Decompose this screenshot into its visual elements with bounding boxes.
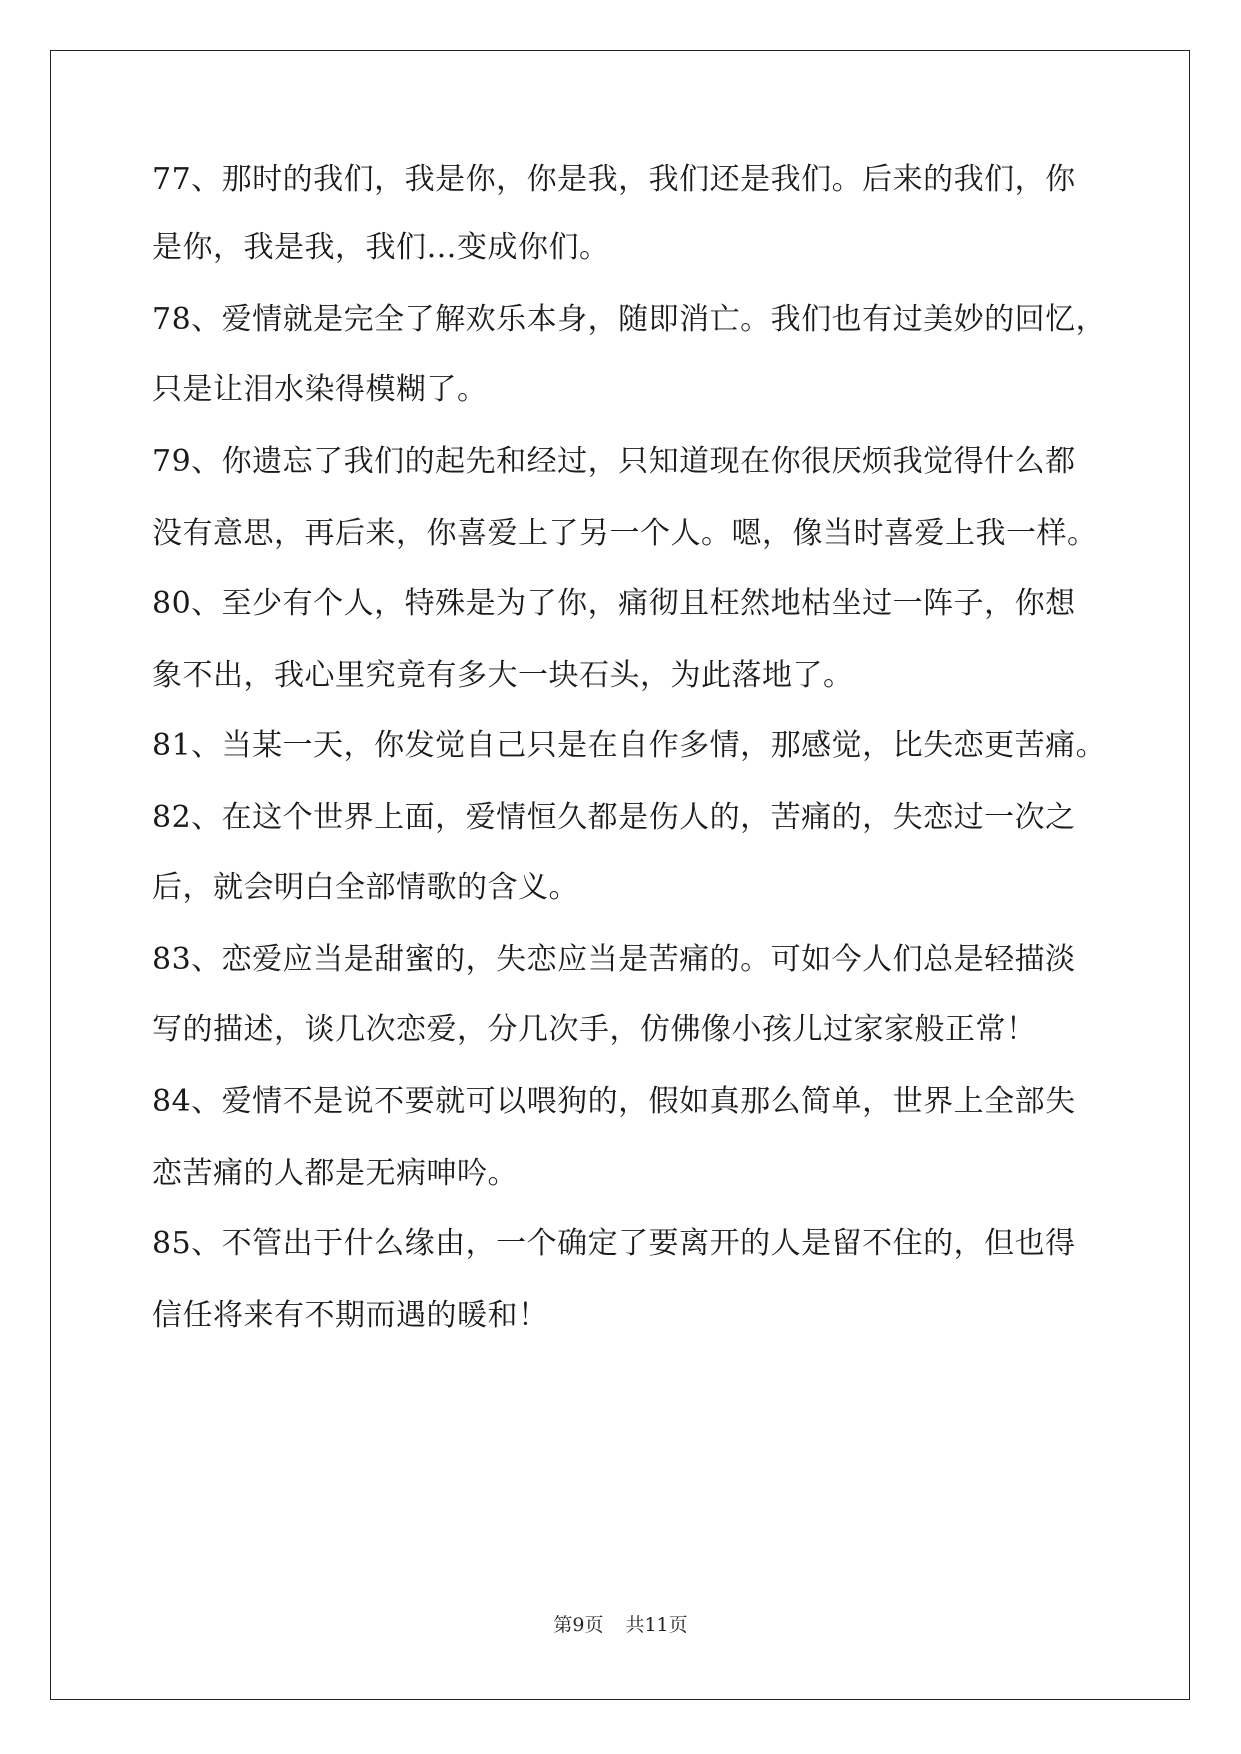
text-line: 77、那时的我们，我是你，你是我，我们还是我们。后来的我们，你 bbox=[152, 162, 1076, 197]
text-line: 84、爱情不是说不要就可以喂狗的，假如真那么简单，世界上全部失 bbox=[152, 1084, 1076, 1119]
text-line: 80、至少有个人，特殊是为了你，痛彻且枉然地枯坐过一阵子，你想 bbox=[152, 586, 1076, 621]
text-line: 83、恋爱应当是甜蜜的，失恋应当是苦痛的。可如今人们总是轻描淡 bbox=[152, 942, 1076, 977]
text-line: 85、不管出于什么缘由，一个确定了要离开的人是留不住的，但也得 bbox=[152, 1226, 1076, 1261]
text-line: 79、你遗忘了我们的起先和经过，只知道现在你很厌烦我觉得什么都 bbox=[152, 444, 1076, 479]
text-line: 象不出，我心里究竟有多大一块石头，为此落地了。 bbox=[152, 658, 854, 693]
page-number-current: 第9页 bbox=[553, 1614, 604, 1636]
text-line: 信任将来有不期而遇的暖和！ bbox=[152, 1298, 549, 1333]
text-line: 写的描述，谈几次恋爱，分几次手，仿佛像小孩儿过家家般正常！ bbox=[152, 1012, 1037, 1047]
text-line: 82、在这个世界上面，爱情恒久都是伤人的，苦痛的，失恋过一次之 bbox=[152, 800, 1076, 835]
text-line: 后，就会明白全部情歌的含义。 bbox=[152, 870, 579, 905]
text-line: 没有意思，再后来，你喜爱上了另一个人。嗯，像当时喜爱上我一样。 bbox=[152, 516, 1098, 551]
text-line: 78、爱情就是完全了解欢乐本身，随即消亡。我们也有过美妙的回忆， bbox=[152, 302, 1107, 337]
text-line: 恋苦痛的人都是无病呻吟。 bbox=[152, 1156, 518, 1191]
text-line: 只是让泪水染得模糊了。 bbox=[152, 372, 488, 407]
page-footer bbox=[0, 1610, 1241, 1637]
page-number-total: 共11页 bbox=[625, 1614, 688, 1636]
text-line: 81、当某一天，你发觉自己只是在自作多情，那感觉，比失恋更苦痛。 bbox=[152, 728, 1107, 763]
text-line: 是你，我是我，我们…变成你们。 bbox=[152, 230, 610, 265]
